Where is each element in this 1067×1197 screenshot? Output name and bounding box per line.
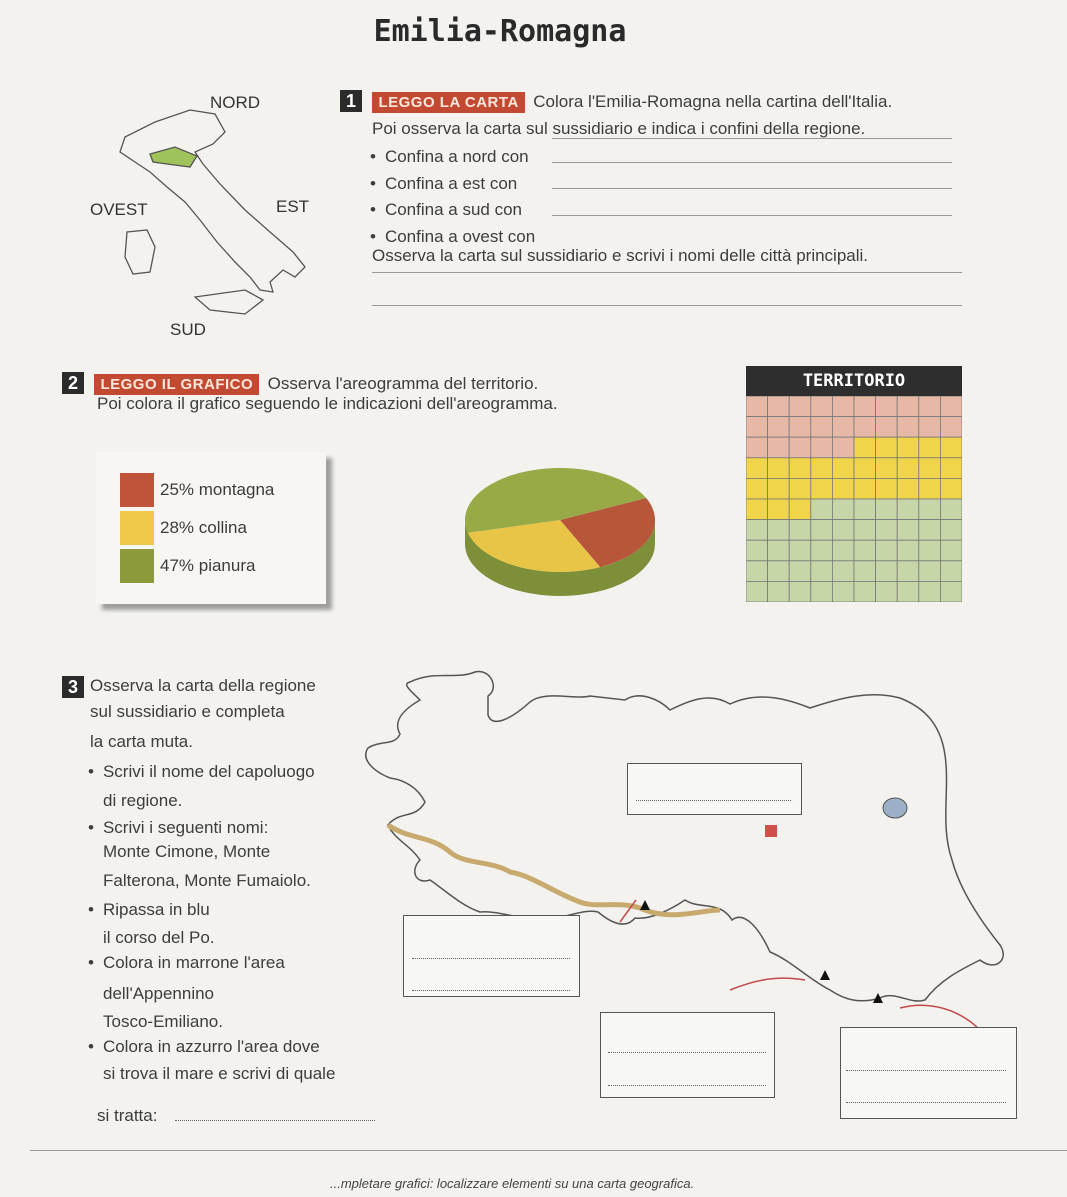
- answer-line[interactable]: [846, 1102, 1006, 1103]
- exercise-2-tag: LEGGO IL GRAFICO: [94, 374, 259, 395]
- answer-line-cities-1[interactable]: [372, 272, 962, 273]
- appennino-line: [388, 825, 720, 915]
- grid-cell[interactable]: [919, 478, 941, 499]
- grid-cell[interactable]: [768, 540, 790, 561]
- grid-cell[interactable]: [789, 437, 811, 458]
- grid-cell[interactable]: [897, 458, 919, 479]
- footer-text: ...mpletare grafici: localizzare elementi su una carta geografica.: [330, 1176, 695, 1191]
- lake-shape: [883, 798, 907, 818]
- grid-cell[interactable]: [854, 581, 876, 602]
- legend-swatch: [120, 549, 154, 583]
- answer-line-north[interactable]: [552, 162, 952, 163]
- grid-cell[interactable]: [768, 499, 790, 520]
- legend-pianura: [120, 548, 255, 584]
- grid-cell[interactable]: [789, 499, 811, 520]
- answer-line[interactable]: [608, 1085, 766, 1086]
- grid-cell[interactable]: [789, 561, 811, 582]
- task-line: Monte Cimone, Monte: [103, 842, 271, 861]
- grid-cell[interactable]: [876, 478, 898, 499]
- mountain-marker: [820, 970, 830, 980]
- grid-cell[interactable]: [897, 540, 919, 561]
- grid-cell[interactable]: [832, 581, 854, 602]
- grid-cell[interactable]: [854, 458, 876, 479]
- exercise-3-line: Osserva la carta della regione: [90, 676, 316, 695]
- grid-cell[interactable]: [876, 499, 898, 520]
- pie-legend: [96, 452, 326, 604]
- legend-label: 47% pianura: [160, 556, 256, 575]
- grid-cell[interactable]: [789, 520, 811, 541]
- grid-cell[interactable]: [768, 520, 790, 541]
- grid-cell[interactable]: [940, 437, 962, 458]
- grid-cell[interactable]: [811, 437, 833, 458]
- grid-cell[interactable]: [768, 417, 790, 438]
- grid-cell[interactable]: [919, 540, 941, 561]
- border-south: • Confina a sud con: [370, 200, 522, 220]
- grid-cell[interactable]: [919, 437, 941, 458]
- grid-cell[interactable]: [746, 396, 768, 417]
- grid-cell[interactable]: [919, 561, 941, 582]
- grid-cell[interactable]: [746, 437, 768, 458]
- grid-cell[interactable]: [854, 520, 876, 541]
- grid-cell[interactable]: [876, 561, 898, 582]
- grid-cell[interactable]: [768, 561, 790, 582]
- grid-cell[interactable]: [897, 396, 919, 417]
- answer-line-east[interactable]: [552, 188, 952, 189]
- grid-cell[interactable]: [811, 458, 833, 479]
- task-po: • Ripassa in blu: [88, 900, 210, 920]
- italy-map: [95, 92, 325, 352]
- grid-cell[interactable]: [811, 396, 833, 417]
- exercise-1-cities: Osserva la carta sul sussidiario e scrivi i nomi delle città principali.: [372, 246, 869, 265]
- answer-line[interactable]: [552, 138, 952, 139]
- exercise-2-number: 2: [62, 372, 84, 394]
- grid-cell[interactable]: [854, 499, 876, 520]
- grid-cell[interactable]: [811, 561, 833, 582]
- grid-cell[interactable]: [746, 499, 768, 520]
- task-last: si tratta:: [97, 1106, 158, 1125]
- grid-cell[interactable]: [854, 417, 876, 438]
- exercise-3-line: sul sussidiario e completa: [90, 702, 285, 721]
- grid-cell[interactable]: [789, 396, 811, 417]
- exercise-3-line: la carta muta.: [90, 732, 193, 751]
- grid-cell[interactable]: [768, 458, 790, 479]
- grid-cell[interactable]: [940, 417, 962, 438]
- grid-cell[interactable]: [768, 478, 790, 499]
- task-line: di regione.: [103, 791, 183, 810]
- grid-title: TERRITORIO: [746, 366, 962, 396]
- exercise-1-line1: Colora l'Emilia-Romagna nella cartina dell'Italia.: [533, 92, 893, 111]
- answer-line-south[interactable]: [552, 215, 952, 216]
- compass-south: SUD: [170, 320, 206, 339]
- grid-cell[interactable]: [919, 396, 941, 417]
- grid-cell[interactable]: [832, 458, 854, 479]
- grid-cell[interactable]: [832, 561, 854, 582]
- answer-line[interactable]: [636, 800, 791, 801]
- grid-cell[interactable]: [789, 417, 811, 438]
- legend-label: 25% montagna: [160, 480, 275, 499]
- sicily-shape: [195, 290, 263, 314]
- grid-cell[interactable]: [940, 561, 962, 582]
- grid-cell[interactable]: [789, 458, 811, 479]
- grid-cell[interactable]: [811, 478, 833, 499]
- grid-cell[interactable]: [811, 499, 833, 520]
- task-mare: • Colora in azzurro l'area dove: [88, 1037, 320, 1057]
- grid-cell[interactable]: [876, 540, 898, 561]
- compass-east: EST: [276, 197, 310, 216]
- legend-montagna: [120, 472, 274, 508]
- grid-cell[interactable]: [919, 458, 941, 479]
- legend-collina: [120, 510, 247, 546]
- exercise-2-line1: Osserva l'areogramma del territorio.: [267, 374, 539, 393]
- answer-line[interactable]: [412, 958, 570, 959]
- grid-cell[interactable]: [811, 417, 833, 438]
- grid-cell[interactable]: [746, 458, 768, 479]
- grid-cell[interactable]: [897, 417, 919, 438]
- grid-cell[interactable]: [768, 437, 790, 458]
- grid-cell[interactable]: [876, 581, 898, 602]
- grid-cell[interactable]: [876, 396, 898, 417]
- grid-cell[interactable]: [811, 581, 833, 602]
- grid-cell[interactable]: [768, 581, 790, 602]
- grid-cell[interactable]: [832, 540, 854, 561]
- grid-cell[interactable]: [789, 581, 811, 602]
- capoluogo-marker: [765, 825, 777, 837]
- grid-cell[interactable]: [854, 478, 876, 499]
- grid-cell[interactable]: [832, 499, 854, 520]
- grid-cell[interactable]: [897, 561, 919, 582]
- task-line: Tosco-Emiliano.: [103, 1012, 223, 1031]
- grid-cell[interactable]: [811, 540, 833, 561]
- grid-cell[interactable]: [940, 540, 962, 561]
- grid-cell[interactable]: [832, 417, 854, 438]
- task-line: si trova il mare e scrivi di quale: [103, 1064, 336, 1083]
- grid-cell[interactable]: [940, 396, 962, 417]
- territorio-grid: [746, 396, 962, 602]
- grid-cell[interactable]: [940, 478, 962, 499]
- grid-cell[interactable]: [832, 520, 854, 541]
- grid-cell[interactable]: [832, 437, 854, 458]
- grid-cell[interactable]: [940, 458, 962, 479]
- border-west: • Confina a ovest con: [370, 227, 535, 247]
- task-appennino: • Colora in marrone l'area: [88, 953, 285, 973]
- grid-cell[interactable]: [876, 417, 898, 438]
- grid-cell[interactable]: [832, 396, 854, 417]
- pie-chart: [460, 462, 660, 602]
- grid-cell[interactable]: [897, 520, 919, 541]
- answer-line[interactable]: [846, 1070, 1006, 1071]
- exercise-1-line2: Poi osserva la carta sul sussidiario e indica i confini della regione.: [372, 119, 866, 138]
- grid-cell[interactable]: [919, 499, 941, 520]
- footer-divider: [30, 1150, 1067, 1151]
- arrow-2: [730, 978, 805, 990]
- border-east: • Confina a est con: [370, 174, 517, 194]
- task-capoluogo: • Scrivi il nome del capoluogo: [88, 762, 315, 782]
- compass-west: OVEST: [90, 200, 148, 219]
- task-line: il corso del Po.: [103, 928, 215, 947]
- page-title: Emilia-Romagna: [373, 14, 627, 49]
- grid-cell[interactable]: [854, 561, 876, 582]
- grid-cell[interactable]: [832, 478, 854, 499]
- legend-label: 28% collina: [160, 518, 247, 537]
- grid-cell[interactable]: [811, 520, 833, 541]
- grid-cell[interactable]: [897, 478, 919, 499]
- label-box-capoluogo[interactable]: [627, 763, 802, 815]
- task-line: dell'Appennino: [103, 984, 215, 1003]
- grid-cell[interactable]: [746, 561, 768, 582]
- grid-cell[interactable]: [746, 417, 768, 438]
- legend-swatch: [120, 511, 154, 545]
- sardinia-shape: [125, 230, 155, 274]
- grid-cell[interactable]: [789, 478, 811, 499]
- exercise-2-line2: Poi colora il grafico seguendo le indicazioni dell'areogramma.: [97, 394, 558, 413]
- exercise-2-header: [62, 372, 538, 395]
- exercise-3-number-wrap: [62, 676, 84, 698]
- grid-cell[interactable]: [789, 540, 811, 561]
- grid-cell[interactable]: [897, 499, 919, 520]
- grid-cell[interactable]: [746, 540, 768, 561]
- grid-cell[interactable]: [940, 520, 962, 541]
- grid-cell[interactable]: [919, 417, 941, 438]
- grid-cell[interactable]: [746, 520, 768, 541]
- answer-line-cities-2[interactable]: [372, 305, 962, 306]
- legend-swatch: [120, 473, 154, 507]
- task-nomi: • Scrivi i seguenti nomi:: [88, 818, 268, 838]
- grid-cell[interactable]: [897, 581, 919, 602]
- grid-cell[interactable]: [854, 540, 876, 561]
- label-box-monte-1[interactable]: [403, 915, 580, 997]
- grid-cell[interactable]: [940, 499, 962, 520]
- mountain-marker: [640, 900, 650, 910]
- grid-cell[interactable]: [768, 396, 790, 417]
- exercise-1-number: 1: [340, 90, 362, 112]
- grid-cell[interactable]: [940, 581, 962, 602]
- compass-north: NORD: [210, 93, 261, 112]
- grid-cell[interactable]: [876, 458, 898, 479]
- emilia-romagna-shape: [150, 147, 197, 167]
- grid-cell[interactable]: [876, 520, 898, 541]
- answer-line[interactable]: [608, 1052, 766, 1053]
- grid-cell[interactable]: [854, 396, 876, 417]
- grid-cell[interactable]: [746, 581, 768, 602]
- border-north: • Confina a nord con: [370, 147, 529, 167]
- answer-line[interactable]: [412, 990, 570, 991]
- grid-cell[interactable]: [919, 520, 941, 541]
- grid-cell[interactable]: [897, 437, 919, 458]
- exercise-3-number: 3: [62, 676, 84, 698]
- exercise-1-header: [340, 90, 892, 113]
- exercise-1-tag: LEGGO LA CARTA: [372, 92, 524, 113]
- grid-cell[interactable]: [919, 581, 941, 602]
- task-line: Falterona, Monte Fumaiolo.: [103, 871, 311, 890]
- grid-cell[interactable]: [746, 478, 768, 499]
- label-box-monte-3[interactable]: [840, 1027, 1017, 1119]
- grid-cell[interactable]: [854, 437, 876, 458]
- grid-cell[interactable]: [876, 437, 898, 458]
